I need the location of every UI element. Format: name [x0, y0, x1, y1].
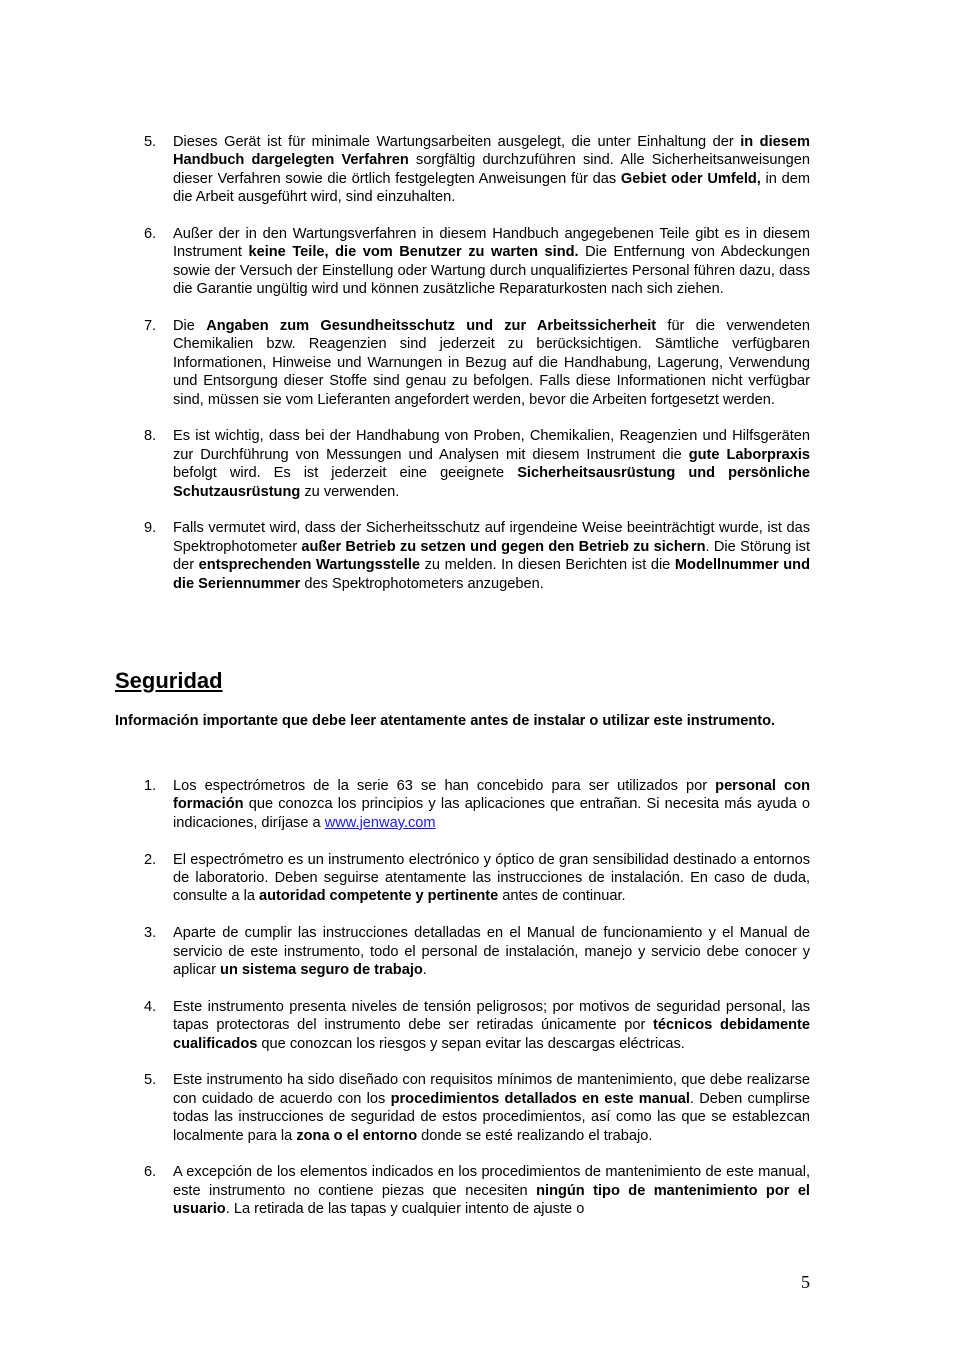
- spanish-safety-list: [0, 777, 954, 1219]
- emphasis-text: entsprechenden Wartungsstelle: [198, 557, 421, 574]
- emphasis-text: außer Betrieb zu setzen und gegen den Betrieb zu sichern: [301, 538, 706, 555]
- body-text: . Die Störung ist der: [173, 538, 810, 574]
- emphasis-text: Sicherheitsausrüstung und persönliche Schutzausrüstung: [173, 465, 810, 500]
- list-item: [0, 225, 954, 299]
- list-item: [0, 133, 954, 207]
- body-text: Aparte de cumplir las instrucciones detalladas en el Manual de funcionamiento y el Manual de servicio de este instrumento, todo el personal de instalación, manejo y servicio debe conocer y aplicar: [173, 925, 810, 979]
- body-text: que conozca los principios y las aplicaciones que entrañan. Si necesita más ayuda o indicaciones, diríjase a: [173, 796, 810, 831]
- body-text: Außer der in den Wartungsverfahren in diesem Handbuch angegebenen Teile gibt es in diesem Instrument: [173, 226, 810, 261]
- emphasis-text: zona o el entorno: [296, 1127, 418, 1144]
- item-number: 6.: [144, 226, 157, 243]
- list-item: [0, 1071, 954, 1145]
- item-number: 4.: [144, 998, 157, 1015]
- emphasis-text: ningún tipo de mantenimiento por el usuario: [173, 1182, 810, 1218]
- item-number: 6.: [144, 1164, 157, 1181]
- body-text: A excepción de los elementos indicados en los procedimientos de mantenimiento de este manual, este instrumento no contiene piezas que necesiten: [173, 1164, 810, 1199]
- body-text: zu melden. In diesen Berichten ist die: [420, 557, 675, 574]
- list-item: [0, 1163, 954, 1218]
- list-item: [0, 998, 954, 1053]
- body-text: .: [422, 962, 427, 979]
- emphasis-text: Gebiet oder Umfeld,: [620, 170, 761, 187]
- body-text: que conozcan los riesgos y sepan evitar las descargas eléctricas.: [257, 1035, 685, 1052]
- list-item: [0, 427, 954, 501]
- body-text: Dieses Gerät ist für minimale Wartungsarbeiten ausgelegt, die unter Einhaltung der: [173, 134, 741, 150]
- website-link[interactable]: www.jenway.com: [324, 814, 436, 831]
- page-number: 5: [801, 1272, 810, 1292]
- body-text: für die verwendeten Chemikalien bzw. Reagenzien sind jederzeit zu berücksichtigen. Sämtliche verfügbaren Informationen, Hinweise und Warnungen in Bezug auf die Handhabung, Lagerung, Verwendung und Entsorgung dieser Stoffe sind genau zu befolgen. Falls diese Informationen nicht verfügbar sind, müssen sie vom Lieferanten angefordert werden, bevor die Arbeiten fortgesetzt werden.: [173, 318, 811, 408]
- german-safety-list: [0, 133, 954, 593]
- emphasis-text: técnicos debidamente cualificados: [173, 1017, 810, 1052]
- intro-paragraph: Información importante que debe leer atentamente antes de instalar o utilizar este instrumento.: [115, 713, 776, 729]
- emphasis-text: autoridad competente y pertinente: [259, 888, 499, 905]
- list-item: [0, 851, 954, 906]
- section-heading: Seguridad: [115, 668, 223, 693]
- item-number: 5.: [144, 1072, 157, 1089]
- list-item: [0, 519, 954, 593]
- body-text: befolgt wird. Es ist jederzeit eine geeignete: [173, 465, 518, 482]
- body-text: donde se esté realizando el trabajo.: [417, 1127, 653, 1144]
- emphasis-text: un sistema seguro de trabajo: [220, 962, 423, 979]
- body-text: Los espectrómetros de la serie 63 se han concebido para ser utilizados por: [173, 778, 716, 794]
- emphasis-text: personal con formación: [173, 778, 810, 813]
- body-text: zu verwenden.: [300, 483, 400, 500]
- emphasis-text: Angaben zum Gesundheitsschutz und zur Arbeitssicherheit: [206, 318, 657, 335]
- emphasis-text: procedimientos detallados en este manual: [390, 1090, 690, 1107]
- emphasis-text: keine Teile, die vom Benutzer zu warten sind.: [248, 244, 579, 261]
- body-text: Este instrumento ha sido diseñado con requisitos mínimos de mantenimiento, que debe realizarse con cuidado de acuerdo con los: [173, 1072, 810, 1107]
- item-number: 5.: [144, 134, 157, 150]
- body-text: Es ist wichtig, dass bei der Handhabung von Proben, Chemikalien, Reagenzien und Hilfsgeräten zur Durchführung von Messungen und Analysen mit diesem Instrument die: [173, 428, 810, 463]
- body-text: . Deben cumplirse todas las instrucciones de seguridad de estos procedimientos, así como las que se establezcan localmente para la: [173, 1090, 810, 1144]
- body-text: Este instrumento presenta niveles de tensión peligrosos; por motivos de seguridad personal, las tapas protectoras del instrumento debe ser retiradas únicamente por: [173, 998, 810, 1034]
- emphasis-text: gute Laborpraxis: [688, 446, 810, 463]
- body-text: Die: [173, 318, 207, 335]
- item-number: 9.: [144, 520, 157, 537]
- body-text: Die Entfernung von Abdeckungen sowie der Versuch der Einstellung oder Wartung durch unqualifiziertes Personal führen dazu, dass die Garantie ungültig wird und können zusätzliche Reparaturkosten nach sich ziehen.: [173, 244, 811, 298]
- body-text: in dem die Arbeit ausgeführt wird, sind einzuhalten.: [173, 170, 810, 206]
- list-item: [0, 777, 954, 832]
- list-item: [0, 317, 954, 409]
- list-item: [0, 924, 954, 979]
- body-text: antes de continuar.: [498, 888, 626, 905]
- item-number: 1.: [144, 778, 157, 794]
- item-number: 3.: [144, 925, 157, 942]
- emphasis-text: Modellnummer und die Seriennummer: [173, 557, 810, 592]
- body-text: des Spektrophotometers anzugeben.: [300, 575, 544, 592]
- body-text: El espectrómetro es un instrumento electrónico y óptico de gran sensibilidad destinado a entornos de laboratorio. Deben seguirse atentamente las instrucciones de instalación. En caso de duda, consulte a la: [173, 851, 810, 905]
- item-number: 7.: [144, 318, 157, 335]
- body-text: Falls vermutet wird, dass der Sicherheitsschutz auf irgendeine Weise beeinträchtigt wurde, ist das Spektrophotometer: [173, 520, 810, 555]
- item-number: 8.: [144, 428, 157, 445]
- body-text: sorgfältig durchzuführen sind. Alle Sicherheitsanweisungen dieser Verfahren sowie die örtlich festgelegten Anweisungen für das: [173, 152, 810, 187]
- emphasis-text: in diesem Handbuch dargelegten Verfahren: [173, 134, 810, 169]
- body-text: . La retirada de las tapas y cualquier intento de ajuste o: [225, 1201, 585, 1218]
- item-number: 2.: [144, 851, 157, 868]
